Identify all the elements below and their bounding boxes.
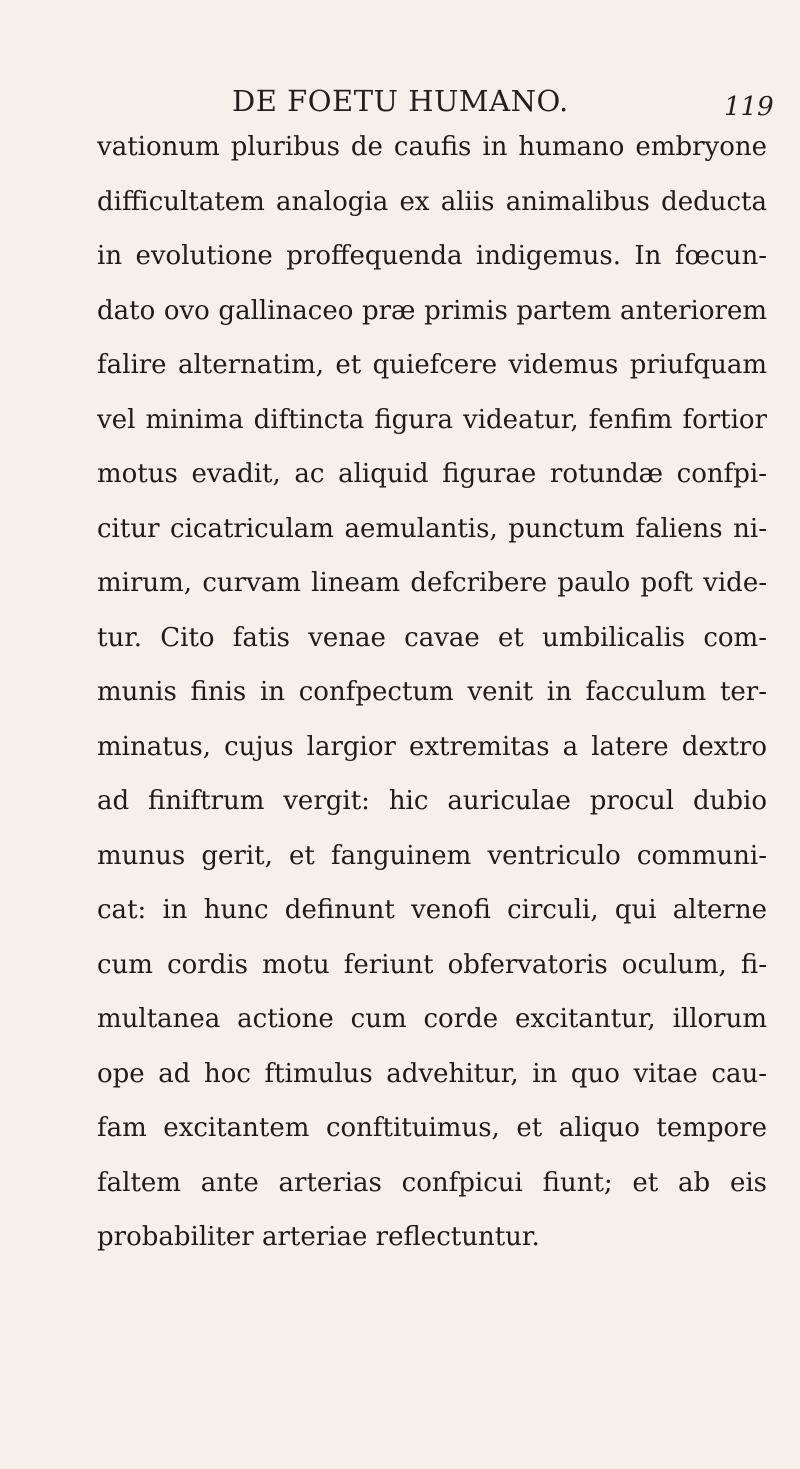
text-line: munis finis in confpectum venit in facculum ter- [97, 677, 767, 707]
text-line: fam excitantem conftituimus, et aliquo tempore [97, 1113, 767, 1143]
text-line: in evolutione proffequenda indigemus. In fœcun- [97, 241, 767, 271]
text-line: falire alternatim, et quiefcere videmus priufquam [97, 350, 767, 380]
page-number: 119 [724, 92, 774, 122]
body-text [97, 120, 767, 1265]
text-line: cat: in hunc definunt venofi circuli, qui alterne [97, 895, 767, 925]
text-line: mirum, curvam lineam defcribere paulo poft vide- [97, 568, 767, 598]
text-line: ope ad hoc ftimulus advehitur, in quo vitae cau- [97, 1058, 767, 1089]
text-line: vel minima diftincta figura videatur, fenfim fortior [97, 404, 767, 435]
text-line: cum cordis motu feriunt obfervatoris oculum, fi- [97, 949, 767, 980]
text-line: probabiliter arteriae reflectuntur. [97, 1222, 540, 1252]
text-line: minatus, cujus largior extremitas a latere dextro [97, 731, 767, 762]
text-line: faltem ante arterias confpicui fiunt; et ab eis [97, 1167, 767, 1198]
running-title: DE FOETU HUMANO. [232, 84, 569, 118]
text-line: citur cicatriculam aemulantis, punctum faliens ni- [97, 513, 767, 544]
text-line: ad finiftrum vergit: hic auriculae procul dubio [97, 786, 767, 816]
text-line: tur. Cito fatis venae cavae et umbilicalis com- [97, 622, 767, 653]
text-line: motus evadit, ac aliquid figurae rotundæ confpi- [97, 459, 767, 489]
text-line: vationum pluribus de caufis in humano embryone [97, 132, 767, 162]
text-line: difficultatem analogia ex aliis animalibus deducta [97, 186, 767, 217]
text-line: dato ovo gallinaceo præ primis partem anteriorem [97, 295, 767, 326]
text-line: multanea actione cum corde excitantur, illorum [97, 1004, 767, 1034]
text-line: munus gerit, et fanguinem ventriculo communi- [97, 840, 767, 871]
